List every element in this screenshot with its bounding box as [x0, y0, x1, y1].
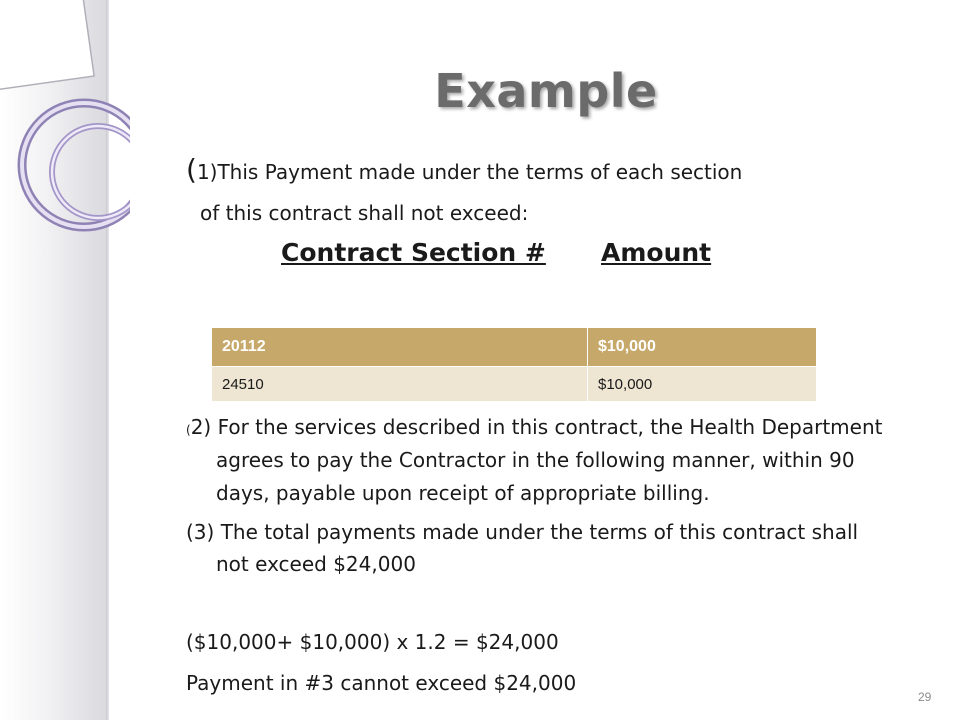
- decorative-ring-inner-highlight: [52, 126, 130, 218]
- decorative-rings: [0, 0, 130, 250]
- item3-line2: not exceed $24,000: [216, 552, 416, 576]
- item3-line1: (3) The total payments made under the terms of this contract shall: [186, 520, 859, 544]
- table-header-amount: $10,000: [588, 328, 817, 367]
- item1-line2: of this contract shall not exceed:: [200, 201, 529, 225]
- slide-title: Example: [434, 64, 658, 118]
- item2-text1: 2) For the services described in this contract, the Health Department: [190, 415, 883, 439]
- amount-heading: Amount: [601, 238, 712, 267]
- item2-line3: days, payable upon receipt of appropriate billing.: [216, 481, 710, 505]
- table-header-section: 20112: [212, 328, 588, 367]
- table-row: [212, 367, 817, 402]
- page-number: 29: [918, 690, 932, 704]
- item2-line2: agrees to pay the Contractor in the following manner, within 90: [216, 448, 855, 472]
- item2-line1: [186, 411, 882, 446]
- item1-text1: 1)This Payment made under the terms of each section: [196, 160, 743, 184]
- table-header-row: [212, 328, 817, 367]
- item2-open-paren: (: [186, 423, 191, 437]
- decorative-ring-highlight: [22, 103, 130, 227]
- contract-section-heading: Contract Section #: [281, 238, 546, 267]
- conclusion-line: Payment in #3 cannot exceed $24,000: [186, 671, 577, 695]
- payment-table: [212, 328, 817, 401]
- item1-line1: [186, 154, 742, 188]
- table-cell-section: 24510: [212, 367, 588, 402]
- table-cell-amount: $10,000: [588, 367, 817, 402]
- calculation-line: ($10,000+ $10,000) x 1.2 = $24,000: [186, 630, 559, 654]
- item1-open-paren: (: [186, 153, 197, 186]
